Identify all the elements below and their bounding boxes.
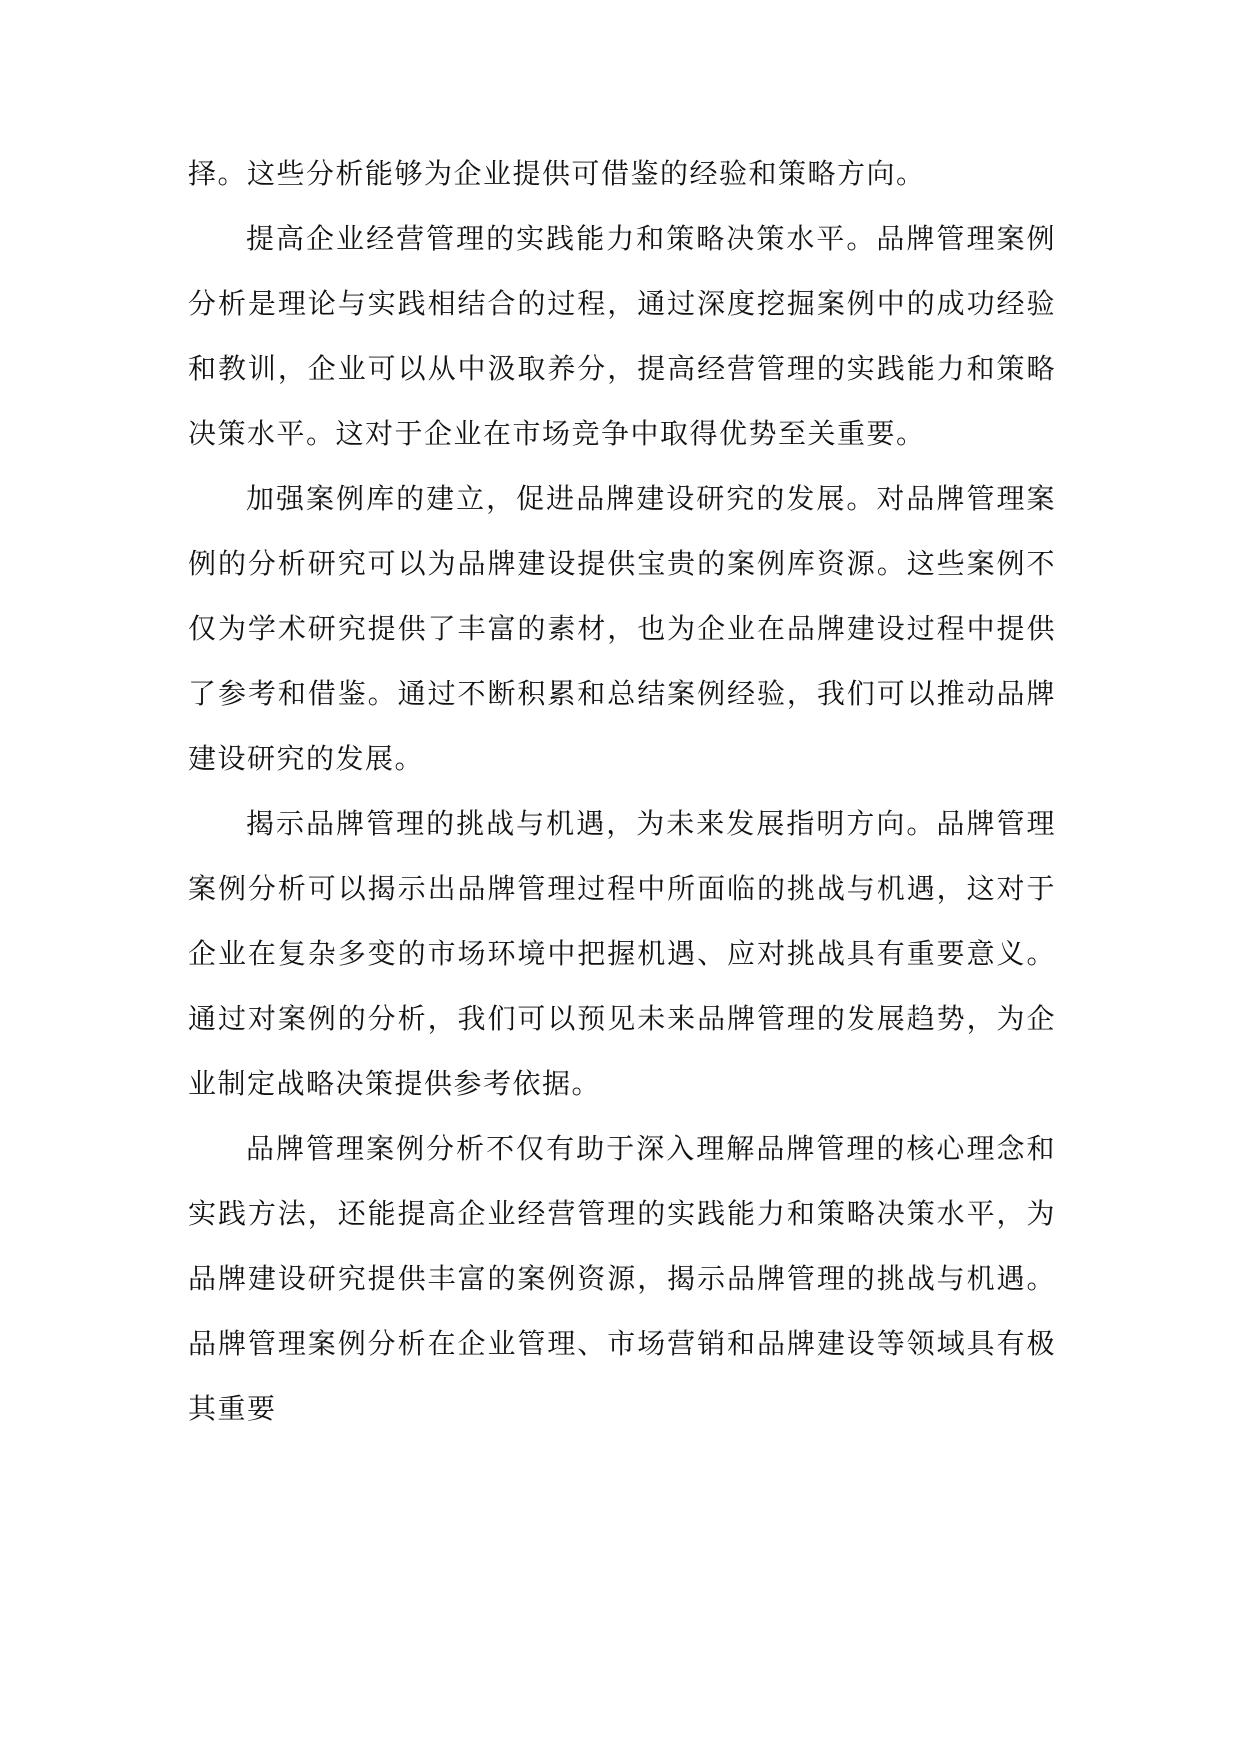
document-body bbox=[188, 141, 1056, 1441]
paragraph-practice-ability: 提高企业经营管理的实践能力和策略决策水平。品牌管理案例分析是理论与实践相结合的过程，通过深度挖掘案例中的成功经验和教训，企业可以从中汲取养分，提高经营管理的实践能力和策略决策水平。这对于企业在市场竞争中取得优势至关重要。 bbox=[188, 222, 1056, 450]
paragraph-summary: 品牌管理案例分析不仅有助于深入理解品牌管理的核心理念和实践方法，还能提高企业经营管理的实践能力和策略决策水平，为品牌建设研究提供丰富的案例资源，揭示品牌管理的挑战与机遇。品牌管理案例分析在企业管理、市场营销和品牌建设等领域具有极其重要 bbox=[188, 1132, 1056, 1425]
paragraph-challenges-opportunities: 揭示品牌管理的挑战与机遇，为未来发展指明方向。品牌管理案例分析可以揭示出品牌管理过程中所面临的挑战与机遇，这对于企业在复杂多变的市场环境中把握机遇、应对挑战具有重要意义。通过对案例的分析，我们可以预见未来品牌管理的发展趋势，为企业制定战略决策提供参考依据。 bbox=[188, 807, 1056, 1100]
paragraph-case-library: 加强案例库的建立，促进品牌建设研究的发展。对品牌管理案例的分析研究可以为品牌建设提供宝贵的案例库资源。这些案例不仅为学术研究提供了丰富的素材，也为企业在品牌建设过程中提供了参考和借鉴。通过不断积累和总结案例经验，我们可以推动品牌建设研究的发展。 bbox=[188, 482, 1056, 775]
paragraph-continued: 择。这些分析能够为企业提供可借鉴的经验和策略方向。 bbox=[188, 157, 926, 190]
